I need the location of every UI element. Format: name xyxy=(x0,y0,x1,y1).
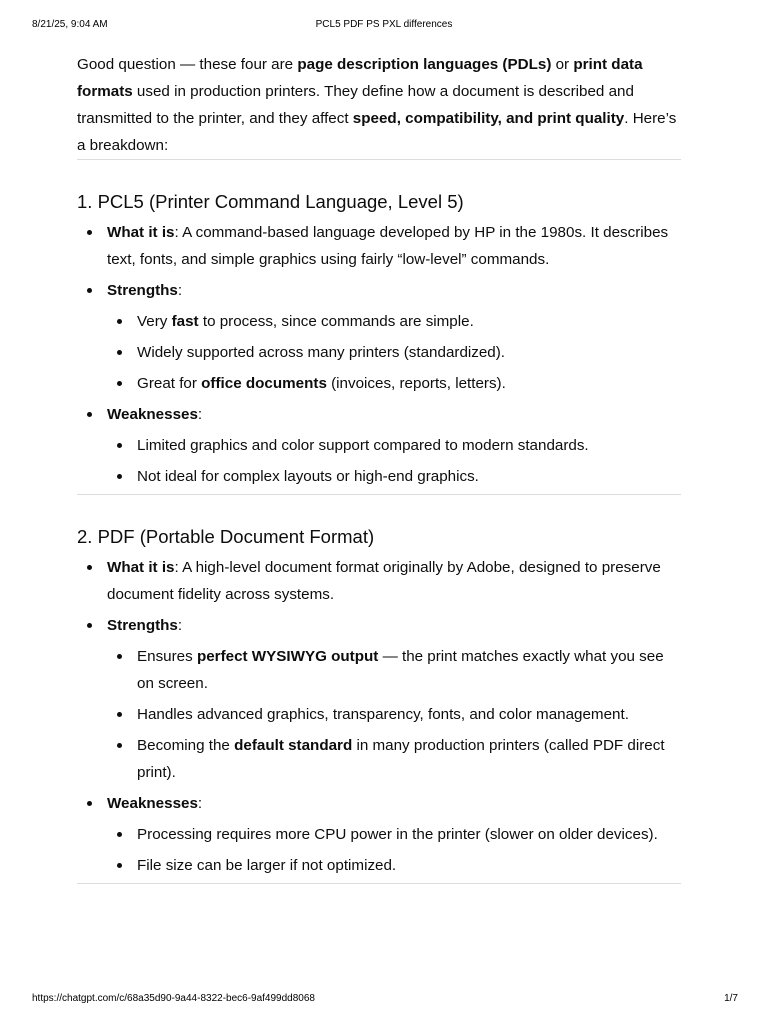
item-bold: fast xyxy=(171,313,199,330)
intro-text-1: Good question — these four are xyxy=(77,56,298,73)
strengths-colon: : xyxy=(177,617,183,634)
intro-text-3: used in production printers. They define how a document is described and transmitted to the printer, and they affect xyxy=(77,83,634,127)
item-text: Ensures xyxy=(137,648,197,665)
list-item-what-it-is xyxy=(77,219,681,273)
section-title-pdf: 2. PDF (Portable Document Format) xyxy=(77,526,375,547)
what-it-is-label: What it is xyxy=(107,224,175,241)
intro-text-2: or xyxy=(551,56,574,73)
list-item-strengths xyxy=(77,612,681,786)
list-item xyxy=(107,339,681,366)
list-item: Not ideal for complex layouts or high-end graphics. xyxy=(107,463,681,490)
item-bold: default standard xyxy=(234,737,353,754)
strengths-colon: : xyxy=(177,282,183,299)
list-item-weaknesses xyxy=(77,401,681,490)
intro-text-4: . Here’s a breakdown: xyxy=(77,110,677,154)
intro-bold-speed: speed, compatibility, and print quality xyxy=(352,110,625,127)
list-item xyxy=(107,732,681,786)
list-item xyxy=(107,643,681,697)
list-item xyxy=(107,308,681,335)
what-it-is-text: : A command-based language developed by HP in the 1980s. It describes text, fonts, and simple graphics using fairly “low-level” commands. xyxy=(107,224,669,268)
page-url: https://chatgpt.com/c/68a35d90-9a44-8322-bec6-9af499dd8068 xyxy=(32,993,315,1004)
weaknesses-list xyxy=(107,821,681,879)
print-date: 8/21/25, 9:04 AM xyxy=(32,19,108,30)
intro-bold-pdls: page description languages (PDLs) xyxy=(297,56,552,73)
item-text: to process, since commands are simple. xyxy=(198,313,474,330)
item-bold: office documents xyxy=(201,375,327,392)
strengths-list xyxy=(107,643,681,786)
page-number: 1/7 xyxy=(724,993,738,1004)
weaknesses-label: Weaknesses xyxy=(107,795,198,812)
strengths-list xyxy=(107,308,681,397)
list-item xyxy=(107,701,681,728)
item-text: Becoming the xyxy=(137,737,235,754)
article-content xyxy=(77,51,681,884)
list-item: Processing requires more CPU power in the printer (slower on older devices). xyxy=(107,821,681,848)
list-item-strengths xyxy=(77,277,681,397)
section-title-pcl5: 1. PCL5 (Printer Command Language, Level 5) xyxy=(77,191,464,212)
item-text: in many production printers (called PDF direct print). xyxy=(137,737,665,781)
print-footer xyxy=(0,993,768,1007)
list-item-weaknesses xyxy=(77,790,681,879)
item-bold: perfect WYSIWYG output xyxy=(196,648,379,665)
divider xyxy=(77,159,681,160)
what-it-is-text: : A high-level document format originally by Adobe, designed to preserve document fidelity across systems. xyxy=(107,559,661,603)
intro-bold-print-data-formats: print data formats xyxy=(77,56,643,100)
pcl5-list xyxy=(77,219,681,490)
what-it-is-label: What it is xyxy=(107,559,175,576)
print-header xyxy=(0,19,768,33)
divider xyxy=(77,883,681,884)
list-item xyxy=(107,370,681,397)
item-text: (invoices, reports, letters). xyxy=(326,375,506,392)
pdf-list xyxy=(77,554,681,879)
item-text: Widely supported across many printers (standardized). xyxy=(137,344,506,361)
item-text: Very xyxy=(137,313,172,330)
list-item-what-it-is xyxy=(77,554,681,608)
item-text: Great for xyxy=(137,375,202,392)
document-title: PCL5 PDF PS PXL differences xyxy=(315,19,453,30)
weaknesses-list xyxy=(107,432,681,490)
weaknesses-colon: : xyxy=(197,406,203,423)
strengths-label: Strengths xyxy=(107,282,178,299)
weaknesses-label: Weaknesses xyxy=(107,406,198,423)
list-item: Limited graphics and color support compared to modern standards. xyxy=(107,432,681,459)
item-text: — the print matches exactly what you see on screen. xyxy=(137,648,664,692)
strengths-label: Strengths xyxy=(107,617,178,634)
intro-paragraph xyxy=(77,51,681,159)
list-item: File size can be larger if not optimized. xyxy=(107,852,681,879)
item-text: Handles advanced graphics, transparency, fonts, and color management. xyxy=(137,706,629,723)
weaknesses-colon: : xyxy=(197,795,203,812)
divider xyxy=(77,494,681,495)
